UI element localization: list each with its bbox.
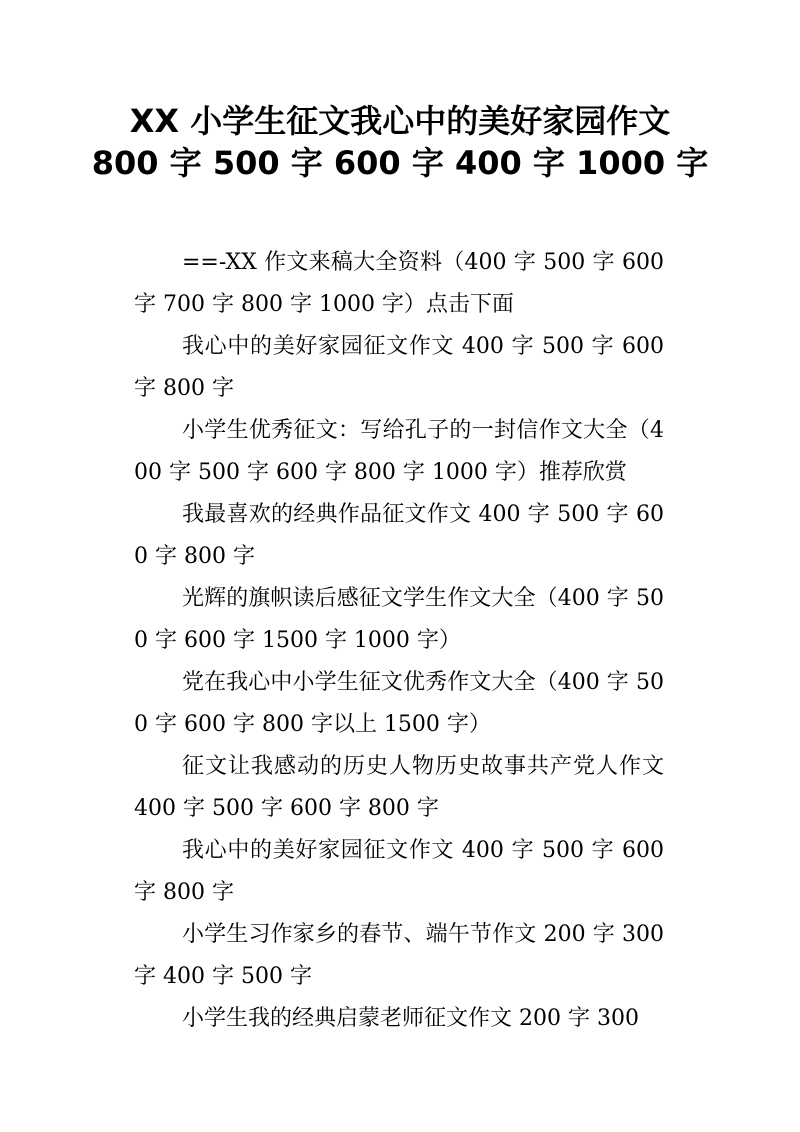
paragraph: 小学生优秀征文：写给孔子的一封信作文大全（400 字 500 字 600 字 800 字 1000 字）推荐欣赏 (134, 418, 664, 485)
document-title-line-2: 800 字 500 字 600 字 400 字 1000 字 (91, 144, 709, 182)
paragraph: 小学生我的经典启蒙老师征文作文 200 字 300 (182, 1006, 639, 1031)
document-body (134, 242, 664, 1040)
paragraph: 党在我心中小学生征文优秀作文大全（400 字 500 字 600 字 800 字以上 1500 字） (134, 670, 664, 737)
document-title-line-1: XX 小学生征文我心中的美好家园作文 (129, 102, 671, 140)
paragraph: 小学生习作家乡的春节、端午节作文 200 字 300 字 400 字 500 字 (134, 922, 664, 989)
paragraph: 征文让我感动的历史人物历史故事共产党人作文 400 字 500 字 600 字 800 字 (134, 754, 664, 821)
paragraph: 我最喜欢的经典作品征文作文 400 字 500 字 600 字 800 字 (134, 502, 664, 569)
paragraph: 我心中的美好家园征文作文 400 字 500 字 600 字 800 字 (134, 334, 664, 401)
paragraph: ==-XX 作文来稿大全资料（400 字 500 字 600 字 700 字 800 字 1000 字）点击下面 (134, 250, 664, 317)
paragraph: 我心中的美好家园征文作文 400 字 500 字 600 字 800 字 (134, 838, 664, 905)
paragraph: 光辉的旗帜读后感征文学生作文大全（400 字 500 字 600 字 1500 字 1000 字） (134, 586, 664, 653)
